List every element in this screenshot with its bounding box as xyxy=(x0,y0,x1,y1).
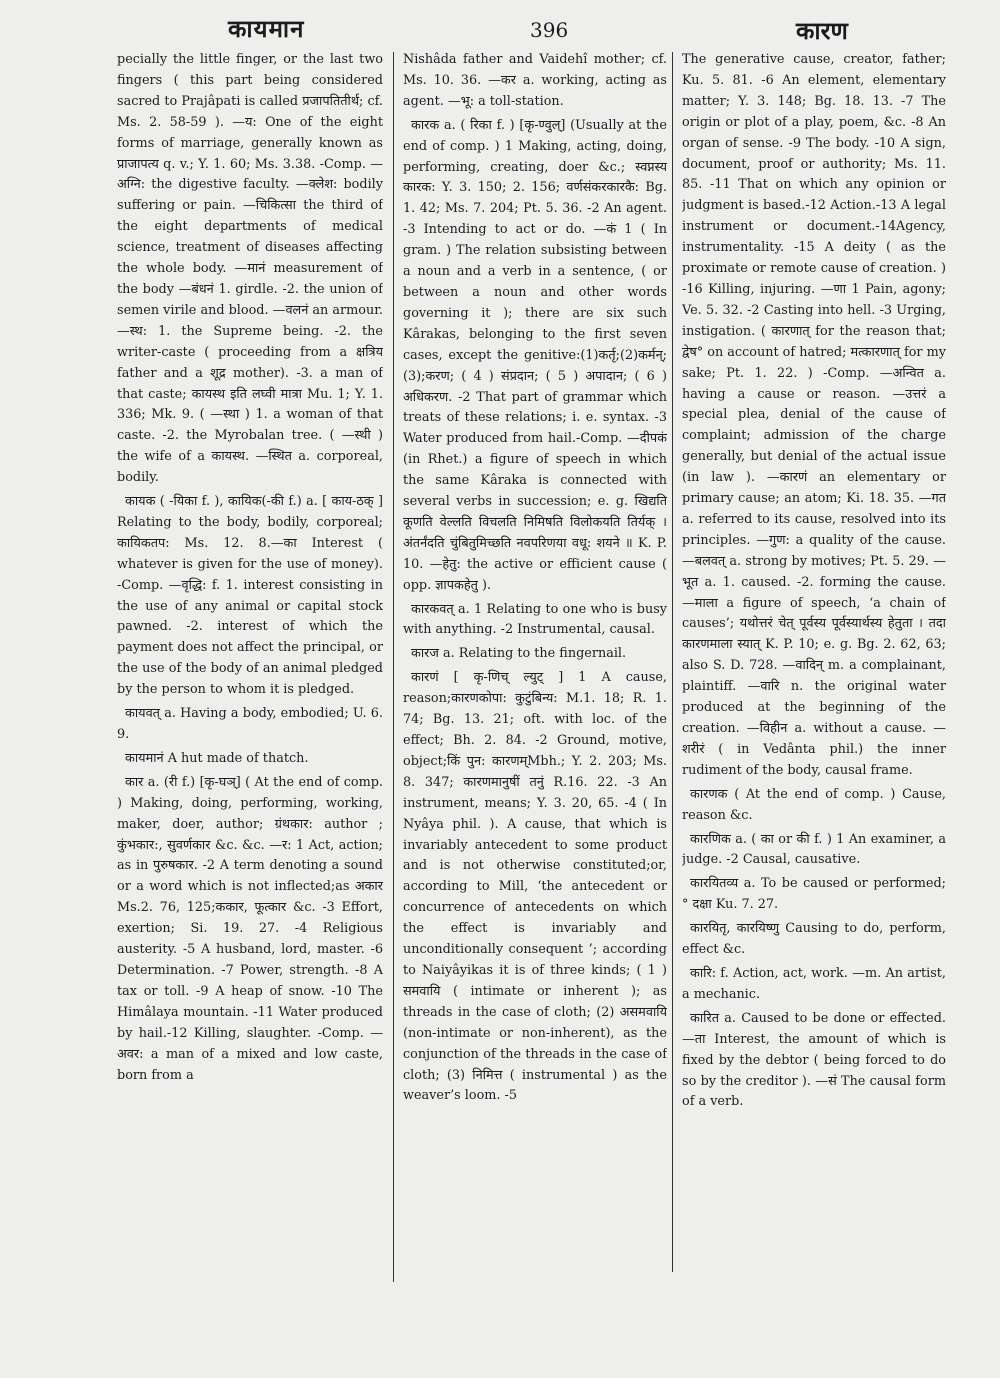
left-running-headword: कायमान xyxy=(228,14,305,43)
dictionary-entry: कारयितव्य a. To be caused or performed; ° दक्षा Ku. 7. 27. xyxy=(682,876,946,913)
column-3 xyxy=(682,50,946,1200)
column-1 xyxy=(117,50,383,1300)
column-divider-2 xyxy=(672,52,673,1272)
dictionary-entry: कारणिक a. ( का or की f. ) 1 An examiner, a judge. -2 Causal, causative. xyxy=(682,831,946,868)
dictionary-entry: Nishâda father and Vaidehî mother; cf. Ms. 10. 36. —कर a. working, acting as agent. —भू: a toll-station. xyxy=(403,52,667,109)
dictionary-entry: कारकवत् a. 1 Relating to one who is busy with anything. -2 Instrumental, causal. xyxy=(403,601,667,638)
dictionary-entry: कारणक ( At the end of comp. ) Cause, reason &c. xyxy=(682,786,946,823)
dictionary-entry: कायमानं A hut made of thatch. xyxy=(125,750,309,766)
dictionary-entry: कारज a. Relating to the fingernail. xyxy=(411,646,627,662)
right-running-headword: कारण xyxy=(796,16,848,45)
page-header xyxy=(0,8,1000,48)
dictionary-entry: कारक a. ( रिका f. ) [कृ-ण्वुल्] (Usually at the end of comp. ) 1 Making, acting, doing, performing, creating, doer &c.; स्वप्नस्य कारक: Y. 3. 150; 2. 156; वर्णसंकरकारकै: Bg. 1. 42; Ms. 7. 204; Pt. 5. 36. -2 An agent. -3 Intending to act or do. —कं 1 ( In gram. ) The relation subsisting between a noun and a verb in a sentence, ( or between a noun and other words governing it ); there are six such Kârakas, belonging to the first seven cases, except the genitive:(1)कर्तृ;(2)कर्मन्; (3);करण; ( 4 ) संप्रदान; ( 5 ) अपादान; ( 6 ) अधिकरण. -2 That part of grammar which treats of these relations; i. e. syntax. -3 Water produced from hail.-Comp. —दीपकं (in Rhet.) a figure of speech in which the same Kâraka is connected with several verbs in succession; e. g. खिद्यति कूणति वेल्लति विचलति निमिषति विलोकयति तिर्यक् । अंतर्नंदति चुंबितुमिच्छति नवपरिणया वधू: शयने ॥ K. P. 10. —हेतु: the active or efficient cause ( opp. ज्ञापकहेतु ). xyxy=(403,117,667,593)
dictionary-entry: The generative cause, creator, father; Ku. 5. 81. -6 An element, elementary matter; Y. 3. 148; Bg. 18. 13. -7 The origin or plot of a play, poem, &c. -8 An organ of sense. -9 The body. -10 A sign, document, proof or authority; Ms. 11. 85. -11 That on which any opinion or judgment is based.-12 Action.-13 A legal instrument or document.-14Agency, instrumentality. -15 A deity ( as the proximate or remote cause of creation. ) -16 Killing, injuring. —णा 1 Pain, agony; Ve. 5. 32. -2 Casting into hell. -3 Urging, instigation. ( कारणात् for the reason that; द्वेष° on account of hatred; मत्कारणात् for my sake; Pt. 1. 22. ) -Comp. —अन्वित a. having a cause or reason. —उत्तरं a special plea, denial of the cause of complaint; admission of the charge generally, but denial of the actual issue (in law ). —कारणं an elementary or primary cause; an atom; Ki. 18. 35. —गत a. referred to its cause, resolved into its principles. —गुण: a quality of the cause. —बलवत् a. strong by motives; Pt. 5. 29. —भूत a. 1. caused. -2. forming the cause. —माला a figure of speech, ‘a chain of causes’; यथोत्तरं चेत् पूर्वस्य पूर्वस्यार्थस्य हेतुता । तदा कारणमाला स्यात् K. P. 10; e. g. Bg. 2. 62, 63; also S. D. 728. —वादिन् m. a complainant, plaintiff. —वारि n. the original water produced at the beginning of the creation. —विहीन a. without a cause. —शरीरं ( in Vedânta phil.) the inner rudiment of the body, causal frame. xyxy=(682,52,946,778)
column-2 xyxy=(403,50,667,1280)
dictionary-entry: कारि: f. Action, act, work. —m. An artist, a mechanic. xyxy=(682,965,946,1002)
dictionary-entry: कारित a. Caused to be done or effected. —ता Interest, the amount of which is fixed by the debtor ( being forced to do so by the creditor ). —सं The causal form of a verb. xyxy=(682,1010,946,1110)
dictionary-entry: कारणं [ कृ-णिच् ल्युट् ] 1 A cause, reason;कारणकोपा: कुटुंबिन्य: M.1. 18; R. 1. 74; Bg. 13. 21; oft. with loc. of the effect; Bh. 2. 84. -2 Ground, motive, object;किं पुन: कारणम्Mbh.; Y. 2. 203; Ms. 8. 347; कारणमानुषीं तनुं R.16. 22. -3 An instrument, means; Y. 3. 20, 65. -4 ( In Nyâya phil. ). A cause, that which is invariably antecedent to some product and is not otherwise constituted;or, according to Mill, ‘the antecedent or concurrence of antecedents on which the effect is invariably and unconditionally consequent ’; according to Naiyâyikas it is of three kinds; ( 1 ) समवायि ( intimate or inherent ); as threads in the case of cloth; (2) असमवायि (non-intimate or non-inherent), as the conjunction of the threads in the case of cloth; (3) निमित्त ( instrumental ) as the weaver’s loom. -5 xyxy=(403,670,667,1104)
dictionary-entry: कायवत् a. Having a body, embodied; U. 6. 9. xyxy=(117,706,383,742)
dictionary-entry: कार a. (री f.) [कृ-घञ्] ( At the end of comp. ) Making, doing, performing, working, maker, doer, author; ग्रंथकार: author ; कुंभकार:, सुवर्णकार &c. &c. —र: 1 Act, action; as in पुरुषकार. -2 A term denoting a sound or a word which is not inflected;as अकार Ms.2. 76, 125;ककार, फूत्कार &c. -3 Effort, exertion; Si. 19. 27. -4 Religious austerity. -5 A husband, lord, master. -6 Determination. -7 Power, strength. -8 A tax or toll. -9 A heap of snow. -10 The Himâlaya mountain. -11 Water produced by hail.-12 Killing, slaughter. -Comp. —अवर: a man of a mixed and low caste, born from a xyxy=(117,774,383,1083)
dictionary-entry: pecially the little finger, or the last two fingers ( this part being considered sacred to Prajâpati is called प्रजापतितीर्थ; cf. Ms. 2. 58-59 ). —य: One of the eight forms of marriage, generally known as प्राजापत्य q. v.; Y. 1. 60; Ms. 3.38. -Comp. —अग्नि: the digestive faculty. —क्लेश: bodily suffering or pain. —चिकित्सा the third of the eight departments of medical science, treatment of diseases affecting the whole body. —मानं measurement of the body —बंधनं 1. girdle. -2. the union of semen virile and blood. —वलनं an armour.—स्थ: 1. the Supreme being. -2. the writer-caste ( proceeding from a क्षत्रिय father and a शूद्र mother). -3. a man of that caste; कायस्थ इति लघ्वी मात्रा Mu. 1; Y. 1. 336; Mk. 9. ( —स्था ) 1. a woman of that caste. -2. the Myrobalan tree. ( —स्थी ) the wife of a कायस्थ. —स्थित a. corporeal, bodily. xyxy=(117,52,383,486)
page-number: 396 xyxy=(530,18,569,42)
column-divider-1 xyxy=(393,52,394,1282)
dictionary-entry: कायक ( -यिका f. ), कायिक(-की f.) a. [ काय-ठक् ] Relating to the body, bodily, corporeal; कायिकतप: Ms. 12. 8.—का Interest ( whatever is given for the use of money). -Comp. —वृद्धि: f. 1. interest consisting in the use of any animal or capital stock pawned. -2. interest of which the payment does not affect the principal, or the use of the body of an animal pledged by the person to whom it is pledged. xyxy=(117,494,383,698)
dictionary-entry: कारयितृ, कारयिष्णु Causing to do, perform, effect &c. xyxy=(682,921,946,958)
